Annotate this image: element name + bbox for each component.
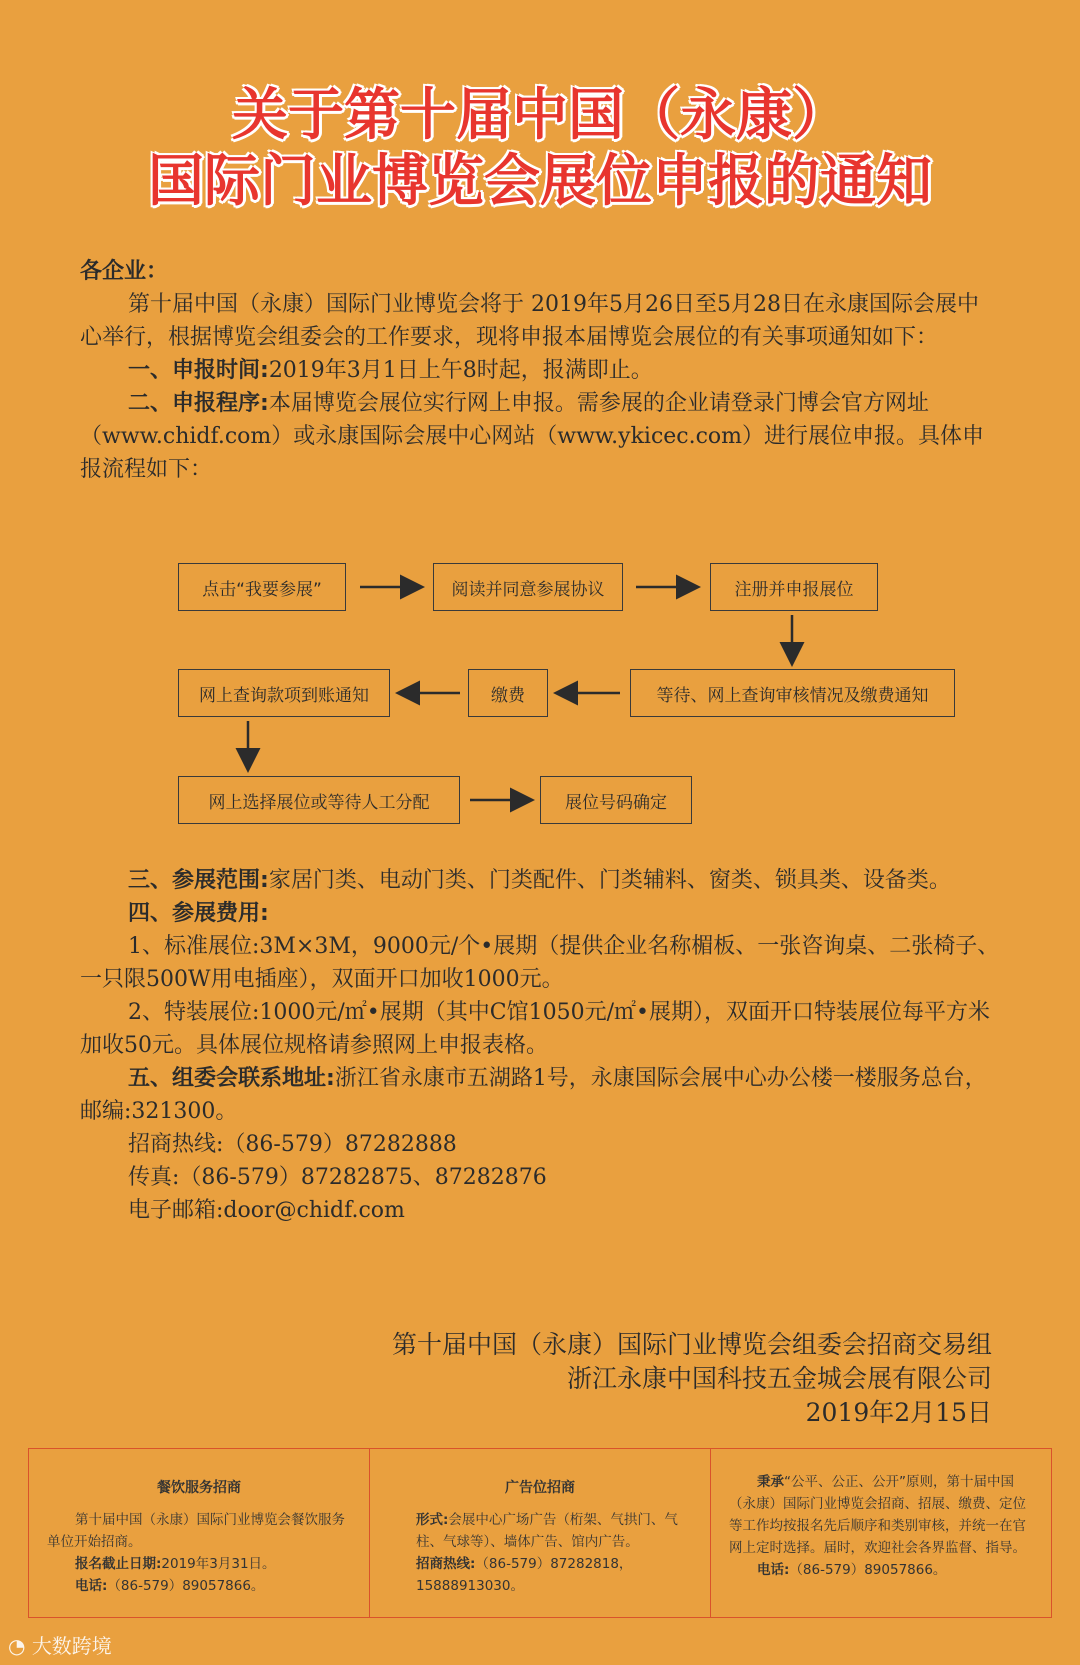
signature-org-2: 浙江永康中国科技五金城会展有限公司: [566, 1364, 992, 1393]
signature: [392, 1328, 992, 1430]
notice-sections: [80, 864, 1000, 1227]
flow-step-payment-confirm: 网上查询款项到账通知: [178, 669, 390, 717]
section-4-heading: [80, 897, 1000, 930]
ad-form-value: 会展中心广场广告（桁架、气拱门、气柱、气球等）、墙体广告、馆内广告。: [416, 1512, 678, 1550]
signature-org-1: 第十届中国（永康）国际门业博览会组委会招商交易组: [391, 1330, 992, 1359]
section-1-heading: 一、申报时间:: [128, 358, 269, 383]
watermark-logo: [8, 1630, 112, 1659]
contact-hotline: 招商热线:（86-579）87282888: [128, 1132, 457, 1157]
flow-step-select-booth: 网上选择展位或等待人工分配: [178, 776, 460, 824]
flow-step-register: 注册并申报展位: [710, 563, 878, 611]
ad-hotline-value: （86-579）87282818，15888913030。: [416, 1556, 633, 1594]
principle-text: “公平、公正、公开”原则，第十届中国（永康）国际门业博览会招商、招展、缴费、定位等工作均按报名先后顺序和类别审核，并统一在官网上定时选择。届时，欢迎社会各界监督、指导。: [729, 1474, 1026, 1556]
flow-step-booth-confirmed: 展位号码确定: [540, 776, 692, 824]
panel-catering-title: 餐饮服务招商: [157, 1480, 241, 1496]
section-3-heading: 三、参展范围:: [128, 868, 269, 893]
section-1-text: 2019年3月1日上午8时起，报满即止。: [268, 358, 653, 383]
flow-step-click: 点击“我要参展”: [178, 563, 346, 611]
title-line-1: 关于第十届中国（永康）: [232, 83, 848, 148]
panel-catering-text: 第十届中国（永康）国际门业博览会餐饮服务单位开始招商。: [47, 1512, 345, 1550]
section-4-title: 四、参展费用:: [128, 901, 269, 926]
contact-email: 电子邮箱:door@chidf.com: [128, 1198, 405, 1223]
panel-catering: [29, 1449, 370, 1617]
flow-step-wait: 等待、网上查询审核情况及缴费通知: [630, 669, 955, 717]
intro-paragraph: 第十届中国（永康）国际门业博览会将于 2019年5月26日至5月28日在永康国际会展中心举行，根据博览会组委会的工作要求，现将申报本届博览会展位的有关事项通知如下：: [80, 292, 979, 350]
ad-hotline-label: 招商热线:: [416, 1556, 476, 1572]
title-line-2: 国际门业博览会展位申报的通知: [148, 149, 932, 214]
principle-label: 秉承: [757, 1474, 784, 1490]
info-panel: [28, 1448, 1052, 1618]
section-4-item-1: 1、标准展位:3M×3M，9000元/个•展期（提供企业名称楣板、一张咨询桌、二张椅子、一只限500W用电插座），双面开口加收1000元。: [80, 934, 1000, 992]
section-3: [80, 864, 1000, 897]
section-5: [80, 1062, 1000, 1128]
signature-date: 2019年2月15日: [805, 1398, 992, 1427]
watermark-icon: ◔: [8, 1634, 26, 1658]
section-5-text: 浙江省永康市五湖路1号，永康国际会展中心办公楼一楼服务总台，邮编:321300。: [80, 1066, 987, 1124]
principle-phone-label: 电话:: [757, 1562, 790, 1578]
flow-step-agree: 阅读并同意参展协议: [433, 563, 623, 611]
section-5-heading: 五、组委会联系地址:: [128, 1066, 335, 1091]
catering-phone-value: （86-579）89057866。: [107, 1578, 265, 1594]
panel-advertising: [370, 1449, 711, 1617]
catering-phone-label: 电话:: [75, 1578, 108, 1594]
watermark-text: 大数跨境: [31, 1634, 112, 1658]
panel-principles: [711, 1449, 1051, 1617]
section-4-item-2: 2、特装展位:1000元/㎡•展期（其中C馆1050元/㎡•展期），双面开口特装展位每平方米加收50元。具体展位规格请参照网上申报表格。: [80, 1000, 990, 1058]
panel-advertising-title: 广告位招商: [505, 1480, 575, 1496]
section-2-text: 本届博览会展位实行网上申报。需参展的企业请登录门博会官方网址（www.chidf.com）或永康国际会展中心网站（www.ykicec.com）进行展位申报。具体申报流程如下：: [80, 391, 985, 482]
section-3-text: 家居门类、电动门类、门类配件、门类辅料、窗类、锁具类、设备类。: [268, 868, 951, 893]
contact-fax: 传真:（86-579）87282875、87282876: [128, 1165, 547, 1190]
deadline-value: 2019年3月31日。: [161, 1556, 276, 1572]
principle-phone-value: （86-579）89057866。: [789, 1562, 947, 1578]
section-2-heading: 二、申报程序:: [128, 391, 269, 416]
flow-step-pay: 缴费: [468, 669, 548, 717]
salutation: 各企业：: [80, 259, 169, 284]
deadline-label: 报名截止日期:: [75, 1556, 162, 1572]
ad-form-label: 形式:: [416, 1512, 449, 1528]
